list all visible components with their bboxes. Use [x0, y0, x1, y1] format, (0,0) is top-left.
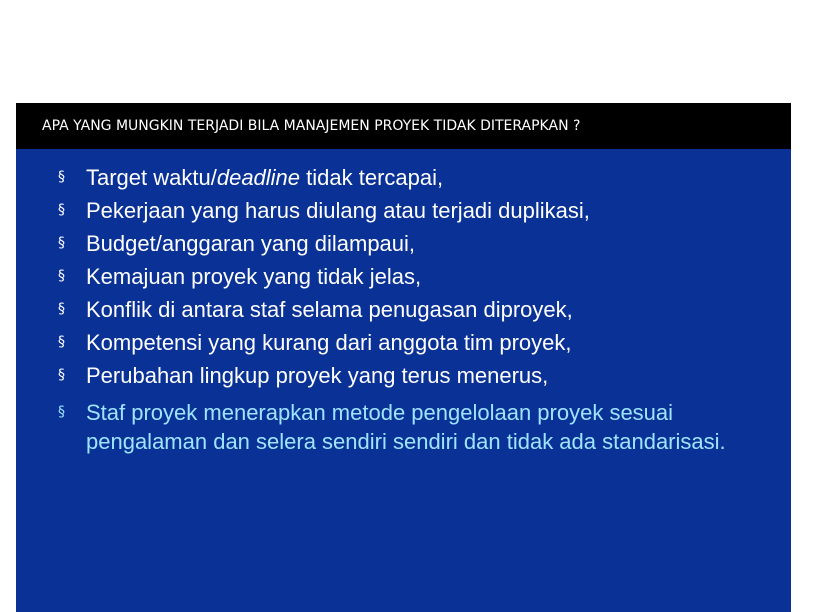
bullet-marker-icon: §: [58, 202, 65, 218]
list-item: [58, 194, 758, 227]
list-item-text: Kompetensi yang kurang dari anggota tim proyek,: [86, 330, 572, 355]
list-item: [58, 260, 758, 293]
slide-title-bar: [16, 103, 791, 149]
list-item: [58, 227, 758, 260]
list-item-text: Kemajuan proyek yang tidak jelas,: [86, 264, 422, 289]
bullet-marker-icon: §: [58, 301, 65, 317]
bullet-marker-icon: §: [58, 367, 65, 383]
slide-content: [16, 149, 791, 612]
list-item: [58, 326, 758, 359]
list-item-text: Perubahan lingkup proyek yang terus menerus,: [86, 363, 549, 388]
bullet-list: [58, 161, 758, 456]
list-item: [58, 293, 758, 326]
list-item-text: Staf proyek menerapkan metode pengelolaan proyek sesuai pengalaman dan selera sendiri sendiri dan tidak ada standarisasi.: [86, 400, 726, 454]
bullet-marker-icon: §: [58, 268, 65, 284]
list-item: [58, 161, 758, 194]
list-item: [58, 359, 758, 392]
list-item-text: Budget/anggaran yang dilampaui,: [86, 231, 416, 256]
list-item-text: Konflik di antara staf selama penugasan diproyek,: [86, 297, 573, 322]
bullet-marker-icon: §: [58, 404, 65, 420]
list-item-highlight: [58, 398, 758, 456]
bullet-marker-icon: §: [58, 169, 65, 185]
list-item-text-post: tidak tercapai,: [300, 165, 444, 190]
bullet-marker-icon: §: [58, 334, 65, 350]
bullet-marker-icon: §: [58, 235, 65, 251]
slide-title: APA YANG MUNGKIN TERJADI BILA MANAJEMEN PROYEK TIDAK DITERAPKAN ?: [42, 118, 581, 134]
list-item-text-italic: deadline: [216, 165, 301, 190]
list-item-text: Pekerjaan yang harus diulang atau terjadi duplikasi,: [86, 198, 590, 223]
list-item-text-pre: Target waktu/: [86, 165, 217, 190]
